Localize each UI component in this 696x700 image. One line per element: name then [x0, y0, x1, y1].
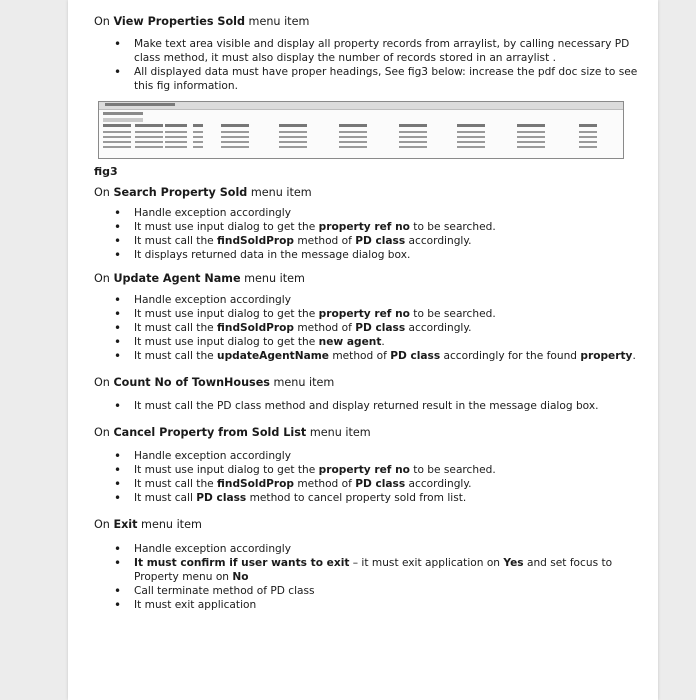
list-item: • Handle exception accordingly [94, 293, 642, 307]
fig-column [579, 124, 597, 151]
heading-bold-text: Update Agent Name [113, 272, 241, 285]
fig-column [221, 124, 249, 151]
document-content [94, 14, 642, 612]
heading-text: On [94, 272, 114, 285]
heading-text: menu item [247, 186, 312, 199]
bullet-list [94, 449, 642, 505]
fig-column [279, 124, 307, 151]
document-page [68, 0, 658, 700]
list-item: • Make text area visible and display all property records from arraylist, by calling necessary PD class method, it must also display the number of records stored in an arraylist . [94, 37, 642, 65]
fig-column [193, 124, 203, 151]
list-item: • It must use input dialog to get the new agent. [94, 335, 642, 349]
list-item: • It must use input dialog to get the property ref no to be searched. [94, 463, 642, 477]
list-item: • All displayed data must have proper headings, See fig3 below: increase the pdf doc size to see this fig information. [94, 65, 642, 93]
heading-bold-text: Search Property Sold [113, 186, 248, 199]
section-heading-search-property [94, 185, 642, 200]
section-heading-view-properties [94, 14, 642, 29]
heading-bold-text: Cancel Property from Sold List [113, 426, 307, 439]
fig-titlebar [99, 102, 623, 110]
list-item: • It must use input dialog to get the property ref no to be searched. [94, 307, 642, 321]
heading-bold-text: View Properties Sold [113, 15, 245, 28]
list-item: • Handle exception accordingly [94, 206, 642, 220]
heading-text: menu item [245, 15, 310, 28]
section-heading-count-townhouses [94, 375, 642, 390]
fig-column [399, 124, 427, 151]
list-item: • It must confirm if user wants to exit – it must exit application on Yes and set focus to Property menu on No [94, 556, 642, 584]
list-item: • It must call the findSoldProp method of PD class accordingly. [94, 477, 642, 491]
list-item: • It must exit application [94, 598, 642, 612]
heading-text: On [94, 186, 114, 199]
list-item: • Call terminate method of PD class [94, 584, 642, 598]
fig-column [339, 124, 367, 151]
fig-column [103, 124, 131, 151]
list-item: • It must call PD class method to cancel property sold from list. [94, 491, 642, 505]
fig-column [457, 124, 485, 151]
heading-text: On [94, 426, 114, 439]
heading-text: On [94, 15, 114, 28]
bullet-list [94, 293, 642, 363]
list-item: • It must call the PD class method and display returned result in the message dialog box. [94, 399, 642, 413]
fig-menu [103, 112, 143, 115]
section-heading-cancel-property [94, 425, 642, 440]
heading-text: menu item [137, 518, 202, 531]
list-item: • Handle exception accordingly [94, 542, 642, 556]
heading-bold-text: Exit [113, 518, 138, 531]
list-item: • It must call the updateAgentName method of PD class accordingly for the found property. [94, 349, 642, 363]
bullet-list [94, 399, 642, 413]
bullet-list [94, 206, 642, 262]
fig-column [517, 124, 545, 151]
section-heading-update-agent [94, 271, 642, 286]
list-item: • It must call the findSoldProp method of PD class accordingly. [94, 321, 642, 335]
heading-text: menu item [240, 272, 305, 285]
list-item: • It must call the findSoldProp method of PD class accordingly. [94, 234, 642, 248]
section-heading-exit [94, 517, 642, 532]
heading-text: On [94, 518, 114, 531]
heading-text: On [94, 376, 114, 389]
list-item: • It displays returned data in the message dialog box. [94, 248, 642, 262]
fig-column [135, 124, 163, 151]
fig3-screenshot-image [98, 101, 624, 159]
heading-text: menu item [269, 376, 335, 389]
fig-titletext [105, 103, 175, 106]
bullet-list [94, 37, 642, 93]
figure-caption: fig3 [94, 165, 118, 178]
list-item: • Handle exception accordingly [94, 449, 642, 463]
list-item: • It must use input dialog to get the property ref no to be searched. [94, 220, 642, 234]
heading-bold-text: Count No of TownHouses [113, 376, 270, 389]
bullet-list [94, 542, 642, 612]
fig-column [165, 124, 187, 151]
heading-text: menu item [306, 426, 371, 439]
fig-tab [103, 118, 143, 122]
